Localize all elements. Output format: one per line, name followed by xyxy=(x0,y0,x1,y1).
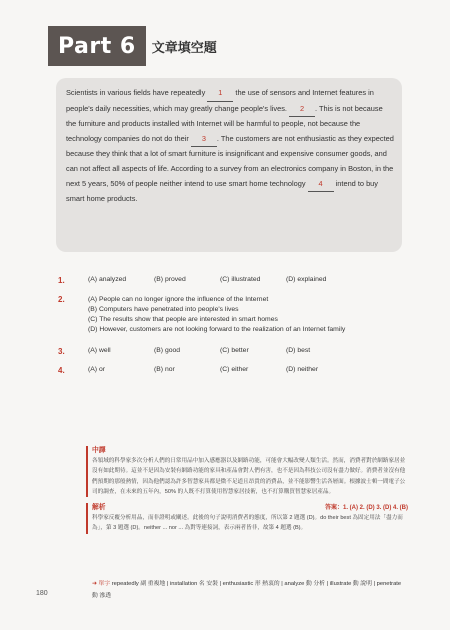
passage-text xyxy=(66,86,394,207)
question-2 xyxy=(58,295,408,335)
part-label: Part 6 xyxy=(48,26,146,66)
notes-section xyxy=(86,446,408,534)
passage-segment: the use of sensors and Internet features in people's daily necessities, which may greatly change people's lives. xyxy=(66,88,374,113)
option-a[interactable]: (A) People can no longer ignore the influence of the Internet xyxy=(88,296,269,303)
option-c[interactable]: (C) The results show that people are interested in smart homes xyxy=(88,316,278,323)
option-c[interactable]: (C) illustrated xyxy=(220,276,261,283)
passage-segment: . This is not because the furniture and products installed with Internet will be harmful to people, not because the technology companies do not do their xyxy=(66,103,383,143)
option-c[interactable]: (C) better xyxy=(220,347,249,354)
question-number: 1. xyxy=(58,276,65,285)
option-a[interactable]: (A) analyzed xyxy=(88,276,127,283)
section-title: 文章填空題 xyxy=(151,40,217,56)
question-number: 3. xyxy=(58,347,65,356)
option-a[interactable]: (A) or xyxy=(88,366,105,373)
answer-key: 答案：1. (A) 2. (D) 3. (D) 4. (B) xyxy=(324,505,408,512)
analysis-block xyxy=(86,503,408,534)
blank-4[interactable]: 4 xyxy=(308,177,334,193)
vocabulary-box xyxy=(92,578,408,602)
option-b[interactable]: (B) proved xyxy=(154,276,186,283)
option-b[interactable]: (B) good xyxy=(154,347,181,354)
page-number: 180 xyxy=(36,590,48,597)
passage-segment: Scientists in various fields have repeatedly xyxy=(66,88,206,97)
vocab-label: 單字 xyxy=(98,581,111,587)
analysis-text: 科學家反覆分析用品，而非證明或闡述。此後的句子說明消費者的態度，所以第 2 題選 (D)。do their best 為固定用法「盡力而為」，第 3 題選 (D)。neither ... nor ... 為對等連接詞，表示兩者皆非，故第 4 題選 (B)。 xyxy=(92,515,403,532)
question-4 xyxy=(58,366,408,373)
question-number: 2. xyxy=(58,295,65,304)
section-header xyxy=(48,26,217,66)
arrow-icon: ➜ xyxy=(92,581,99,587)
translation-block xyxy=(86,446,408,497)
question-3 xyxy=(58,347,408,354)
translation-heading: 中譯 xyxy=(92,447,106,454)
vocab-list: repeatedly 副 重複地 | installation 名 安裝 | enthusiastic 形 熱衷的 | analyze 動 分析 | illustrate 動 說明 | penetrate 動 滲透 xyxy=(92,581,402,599)
option-b[interactable]: (B) Computers have penetrated into people's lives xyxy=(88,306,239,313)
question-1 xyxy=(58,276,408,283)
option-d[interactable]: (D) However, customers are not looking forward to the realization of an Internet family xyxy=(88,326,346,333)
passage-segment: . The customers are not enthusiastic as they expected because they think that a lot of smart furniture is insignificant and expensive consumer goods, and can not affect all aspects of life. According to a survey from an electronics company in Boston, in the next 5 years, 50% of people neither intend to use smart home technology xyxy=(66,133,394,188)
question-list xyxy=(58,276,408,385)
option-c[interactable]: (C) either xyxy=(220,366,249,373)
translation-text: 各領域的科學家多次分析人們的日常用品中加入感應器以及網路功能，可能會大幅改變人類生活。然而，消費者對於網路家居並沒有如此期待。這並不是因為安裝有網路功能的家具和產品會對人們有害，也不是因為科技公司沒有盡力做好。消費者並沒有他們預期的那般熱情，因為他們認為許多智慧家具都是微不足道且昂貴的消費品，並不能影響生活各層面。根據波士頓一間電子公司的調查，在未來的五年內，50% 的人既不打算使用智慧家居技術，也不打算購買智慧家居產品。 xyxy=(92,458,406,495)
option-a[interactable]: (A) well xyxy=(88,347,111,354)
blank-2[interactable]: 2 xyxy=(289,102,315,118)
reading-passage xyxy=(56,78,402,252)
option-d[interactable]: (D) best xyxy=(286,347,311,354)
analysis-heading: 解析 xyxy=(92,504,106,512)
option-d[interactable]: (D) neither xyxy=(286,366,319,373)
option-b[interactable]: (B) nor xyxy=(154,366,175,373)
passage-segment: intend to buy smart home products. xyxy=(66,178,378,204)
blank-1[interactable]: 1 xyxy=(207,86,233,102)
question-number: 4. xyxy=(58,366,65,375)
option-d[interactable]: (D) explained xyxy=(286,276,327,283)
blank-3[interactable]: 3 xyxy=(191,132,217,148)
